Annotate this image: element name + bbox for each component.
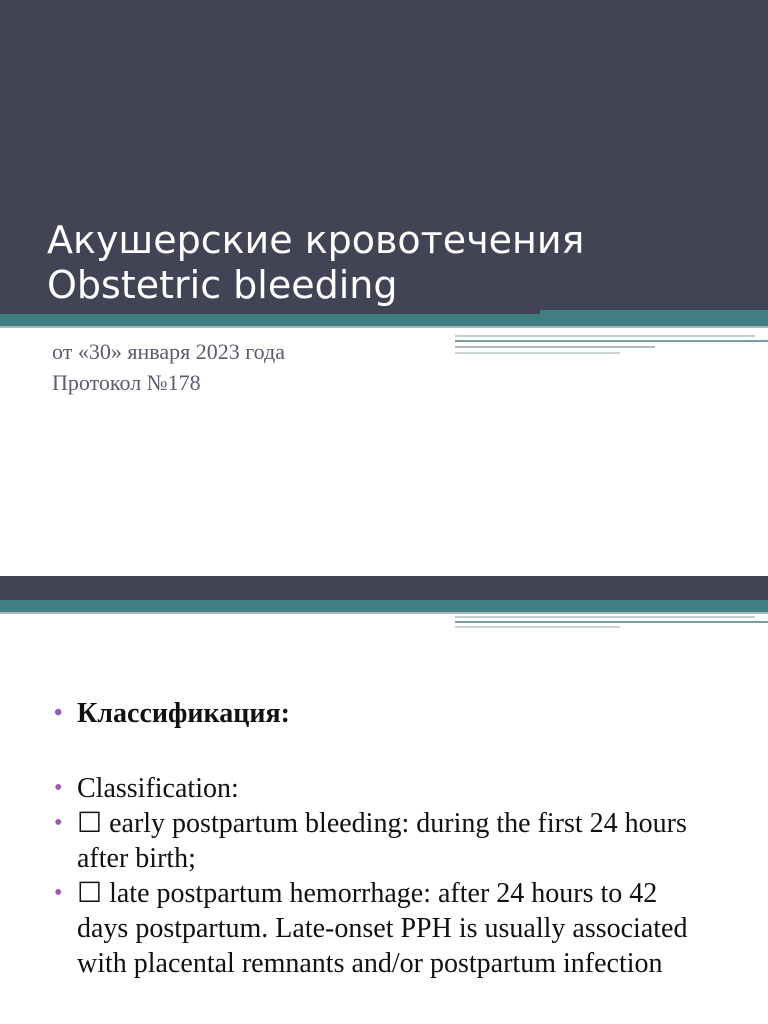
decor-stripe xyxy=(455,346,655,348)
slide-subtitle xyxy=(52,336,285,398)
bullet-list xyxy=(52,696,702,981)
accent-shadow xyxy=(0,326,768,328)
subtitle-date: от «30» января 2023 года xyxy=(52,339,285,364)
decor-stripe xyxy=(455,335,755,337)
slide-title xyxy=(47,218,584,308)
list-item xyxy=(52,876,702,981)
bullet-icon: • xyxy=(54,810,63,836)
title-line-english: Obstetric bleeding xyxy=(47,263,398,307)
decor-stripe xyxy=(455,626,620,628)
bullet-text: ☐ late postpartum hemorrhage: after 24 hours to 42 days postpartum. Late-onset PPH is usually associated with placental remnants and/or postpartum infection xyxy=(77,878,688,979)
bullet-text: Классификация: xyxy=(77,698,290,729)
accent-shadow xyxy=(0,612,768,614)
list-item xyxy=(52,696,702,731)
list-item xyxy=(52,771,702,806)
title-line-russian: Акушерские кровотечения xyxy=(47,218,585,262)
subtitle-protocol: Протокол №178 xyxy=(52,370,201,395)
decor-stripe xyxy=(455,621,768,623)
content-slide xyxy=(0,576,768,1024)
accent-band xyxy=(0,600,768,612)
bullet-icon: • xyxy=(54,880,63,906)
bullet-icon: • xyxy=(54,700,63,726)
accent-band-right xyxy=(540,310,768,326)
bullet-icon: • xyxy=(54,775,63,801)
decor-stripe xyxy=(455,352,620,354)
bullet-text: Classification: xyxy=(77,773,239,804)
slide-header-band xyxy=(0,576,768,600)
list-item xyxy=(52,806,702,876)
bullet-text: ☐ early postpartum bleeding: during the first 24 hours after birth; xyxy=(77,808,687,874)
decor-stripe xyxy=(455,616,755,618)
decor-stripe xyxy=(455,340,768,342)
